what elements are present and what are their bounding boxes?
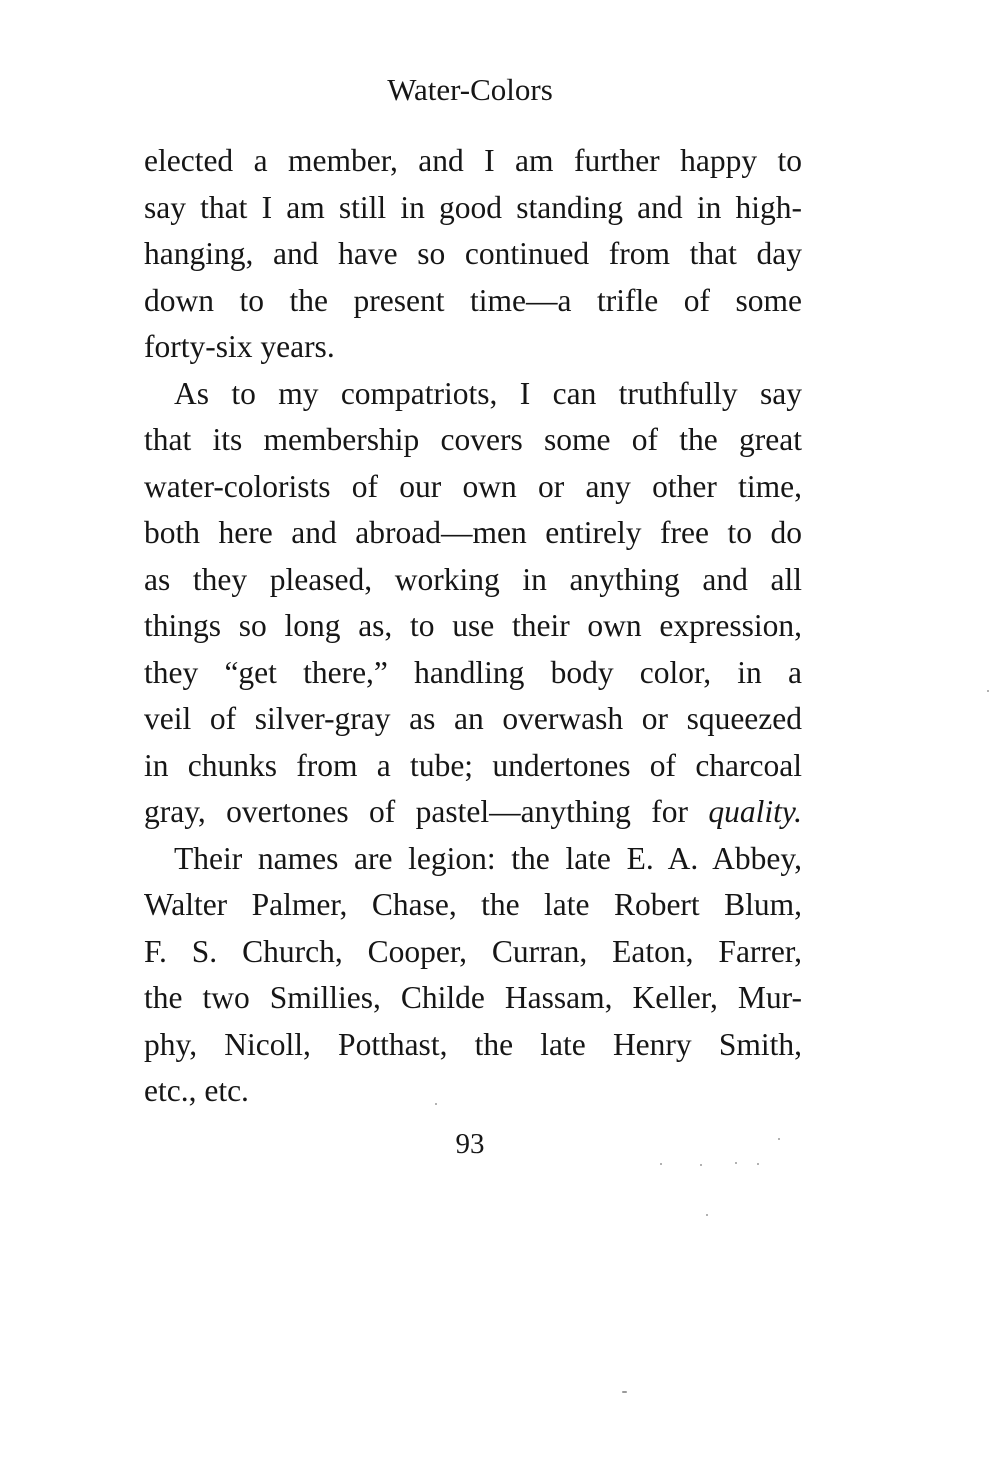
text-line: elected a member, and I am further happy to [144,143,802,178]
running-title: Water-Colors [387,72,553,107]
text-line: the two Smillies, Childe Hassam, Keller, Mur- [144,980,802,1015]
body-text [144,138,802,1115]
text-line: down to the present time—a trifle of some [144,282,802,318]
text-line: forty-six years. [144,329,335,364]
scan-speck [778,1138,780,1140]
paragraph-2 [144,371,802,836]
text-line: as they pleased, working in anything and all [144,561,802,597]
text-line: phy, Nicoll, Potthast, the late Henry Smith, [144,1026,802,1062]
scan-speck [700,1164,702,1166]
scan-speck [757,1163,759,1165]
text-line: Their names are legion: the late E. A. Abbey, [174,840,802,876]
paragraph-1 [144,138,802,371]
text-line: they “get there,” handling body color, in a [144,654,802,690]
text-line-with-italic [144,789,802,836]
text-line: water-colorists of our own or any other time, [144,468,802,504]
text-line: veil of silver-gray as an overwash or squeezed [144,701,802,736]
scan-speck [987,690,989,692]
scan-speck [735,1162,737,1164]
text-run: gray, overtones of pastel—anything for [144,794,688,829]
scan-speck [660,1163,662,1165]
text-line: etc., etc. [144,1073,249,1108]
scan-speck [435,1103,437,1105]
text-line: in chunks from a tube; undertones of charcoal [144,747,802,783]
text-line: As to my compatriots, I can truthfully say [174,375,802,411]
text-line: both here and abroad—men entirely free to do [144,515,802,550]
text-line: things so long as, to use their own expression, [144,608,802,643]
italic-word: quality. [708,794,802,829]
paragraph-3 [144,836,802,1115]
text-line: say that I am still in good standing and in high- [144,189,802,225]
text-line: F. S. Church, Cooper, Curran, Eaton, Farrer, [144,933,802,969]
text-line: that its membership covers some of the great [144,422,802,457]
page-number: 93 [455,1128,485,1160]
scan-speck [706,1214,708,1216]
text-line: hanging, and have so continued from that day [144,236,802,271]
scan-speck [622,1391,627,1393]
text-line: Walter Palmer, Chase, the late Robert Blum, [144,887,802,922]
